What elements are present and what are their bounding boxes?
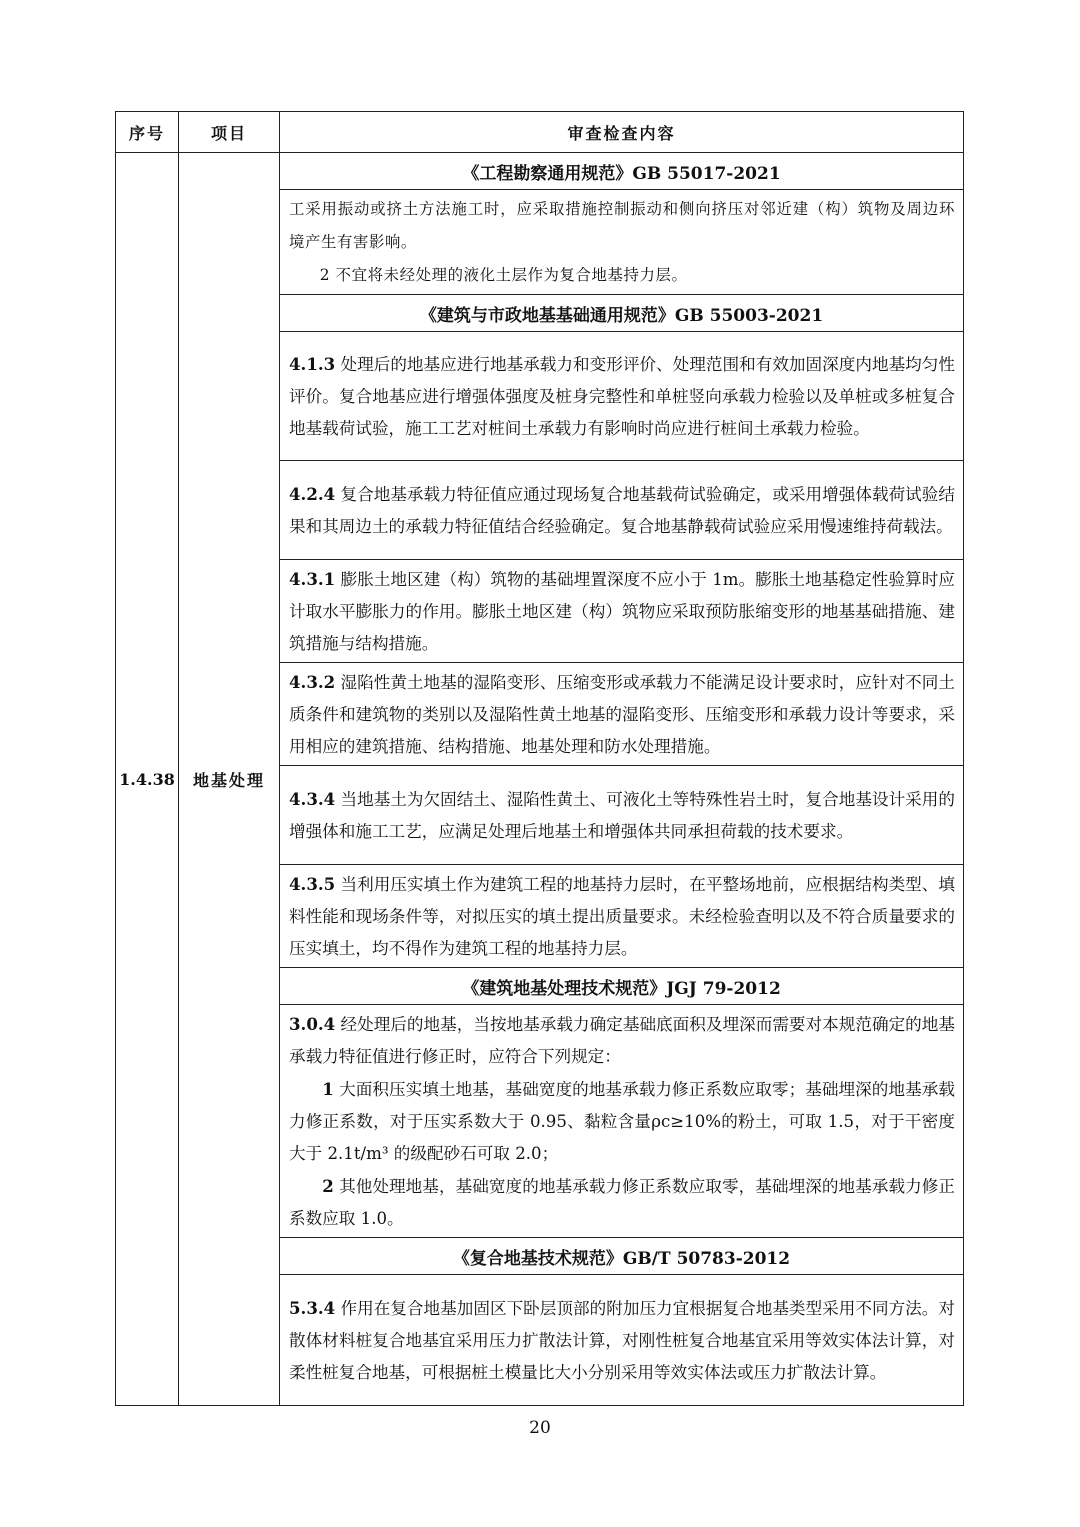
section-title: 《工程勘察通用规范》GB 55017-2021 <box>280 153 964 190</box>
clause-number: 5.3.4 <box>289 1298 336 1318</box>
clause-cell <box>280 190 964 295</box>
clause-number: 4.1.3 <box>289 354 336 374</box>
review-table <box>115 111 964 1406</box>
clause-text: 当利用压实填土作为建筑工程的地基持力层时，在平整场地前，应根据结构类型、填料性能和现场条件等，对拟压实的填土提出质量要求。未经检验查明以及不符合质量要求的压实填土，均不得作为建筑工程的地基持力层。 <box>289 875 955 958</box>
clause-text: 膨胀土地区建（构）筑物的基础埋置深度不应小于 1m。膨胀土地基稳定性验算时应计取水平膨胀力的作用。膨胀土地区建（构）筑物应采取预防胀缩变形的地基基础措施、建筑措施与结构措施。 <box>289 570 955 653</box>
clause-number: 3.0.4 <box>289 1014 336 1034</box>
section-title: 《复合地基技术规范》GB/T 50783-2012 <box>280 1238 964 1275</box>
clause-cell <box>280 332 964 461</box>
row-item: 地基处理 <box>179 153 280 1406</box>
clause-text: 当地基土为欠固结土、湿陷性黄土、可液化土等特殊性岩土时，复合地基设计采用的增强体和施工工艺，应满足处理后地基土和增强体共同承担荷载的技术要求。 <box>289 790 955 841</box>
clause-cell <box>280 766 964 865</box>
clause-item-number: 2 <box>322 1176 334 1196</box>
section-title: 《建筑地基处理技术规范》JGJ 79-2012 <box>280 968 964 1005</box>
page-number: 20 <box>529 1418 551 1438</box>
clause-text: 2 不宜将未经处理的液化土层作为复合地基持力层。 <box>319 266 688 284</box>
header-content: 审查检查内容 <box>280 112 964 153</box>
clause-text: 湿陷性黄土地基的湿陷变形、压缩变形或承载力不能满足设计要求时，应针对不同土质条件和建筑物的类别以及湿陷性黄土地基的湿陷变形、压缩变形和承载力设计等要求，采用相应的建筑措施、结构措施、地基处理和防水处理措施。 <box>289 673 955 756</box>
clause-cell <box>280 1275 964 1406</box>
section-title: 《建筑与市政地基基础通用规范》GB 55003-2021 <box>280 295 964 332</box>
clause-cell <box>280 663 964 766</box>
clause-number: 4.2.4 <box>289 484 336 504</box>
clause-text: 处理后的地基应进行地基承载力和变形评价、处理范围和有效加固深度内地基均匀性评价。复合地基应进行增强体强度及桩身完整性和单桩竖向承载力检验以及单桩或多桩复合地基载荷试验，施工工艺对桩间土承载力有影响时尚应进行桩间土承载力检验。 <box>289 355 955 438</box>
clause-text: 工采用振动或挤土方法施工时，应采取措施控制振动和侧向挤压对邻近建（构）筑物及周边环境产生有害影响。 <box>289 200 955 251</box>
table-header-row <box>116 112 964 153</box>
clause-text: 经处理后的地基，当按地基承载力确定基础底面积及埋深而需要对本规范确定的地基承载力特征值进行修正时，应符合下列规定： <box>289 1015 955 1066</box>
clause-text: 其他处理地基，基础宽度的地基承载力修正系数应取零，基础埋深的地基承载力修正系数应取 1.0。 <box>289 1177 955 1228</box>
header-seq: 序号 <box>116 112 179 153</box>
clause-number: 4.3.1 <box>289 569 336 589</box>
clause-text: 大面积压实填土地基，基础宽度的地基承载力修正系数应取零；基础埋深的地基承载力修正系数，对于压实系数大于 0.95、黏粒含量ρc≥10%的粉土，可取 1.5，对于干密度大于 2.1t/m³ 的级配砂石可取 2.0； <box>289 1080 956 1163</box>
clause-text: 作用在复合地基加固区下卧层顶部的附加压力宜根据复合地基类型采用不同方法。对散体材料桩复合地基宜采用压力扩散法计算，对刚性桩复合地基宜采用等效实体法计算，对柔性桩复合地基，可根据桩土模量比大小分别采用等效实体法或压力扩散法计算。 <box>289 1299 955 1382</box>
clause-cell <box>280 461 964 560</box>
clause-item-number: 1 <box>322 1079 334 1099</box>
clause-number: 4.3.5 <box>289 874 336 894</box>
clause-cell <box>280 865 964 968</box>
clause-number: 4.3.2 <box>289 672 336 692</box>
row-seq: 1.4.38 <box>116 153 179 1406</box>
clause-text: 复合地基承载力特征值应通过现场复合地基载荷试验确定，或采用增强体载荷试验结果和其周边土的承载力特征值结合经验确定。复合地基静载荷试验应采用慢速维持荷载法。 <box>289 485 955 536</box>
clause-cell <box>280 1005 964 1238</box>
clause-cell <box>280 560 964 663</box>
clause-number: 4.3.4 <box>289 789 336 809</box>
header-item: 项目 <box>179 112 280 153</box>
